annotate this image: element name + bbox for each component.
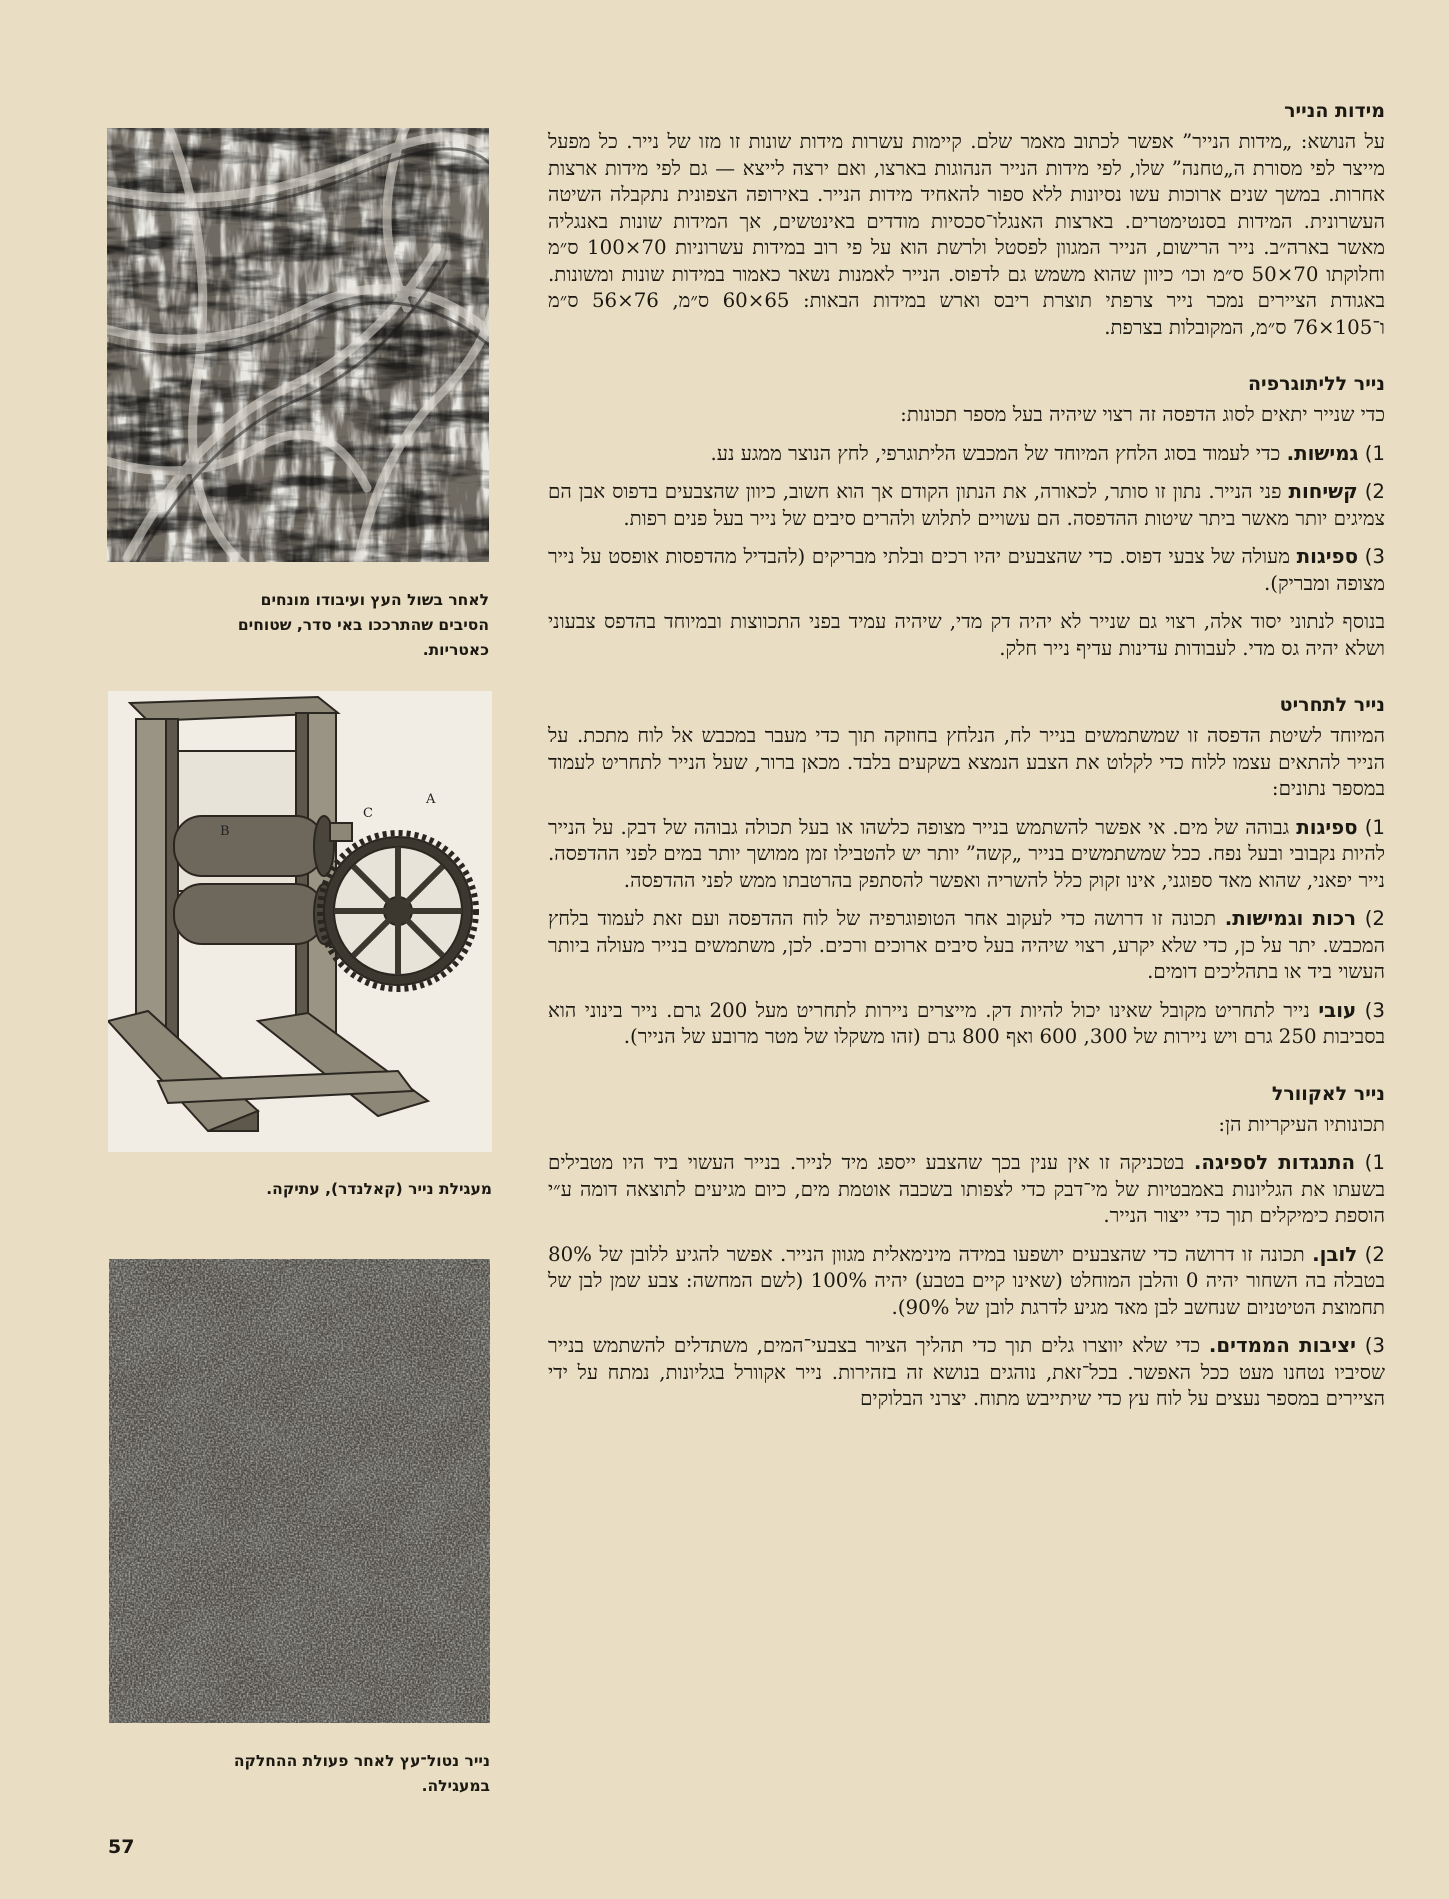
item-term: לובן. (1312, 1242, 1358, 1266)
section-outro: בנוסף לנתוני יסוד אלה, רצוי גם שנייר לא יהיה דק מדי, שיהיה עמיד בפני התכווצות ובמיוחד בהדפס צבעוני ושלא יהיה גס מדי. לעבודות עדינות עדיף נייר חלק. (548, 610, 1385, 660)
section-title: מידות הנייר (1284, 100, 1385, 122)
paper-surface-image (109, 1259, 490, 1723)
item-text: פני הנייר. נתון זו סותר, לכאורה, את הנתון הקודם אך הוא חשוב, כיוון שהצבעים בדפוס אבן הם צמיגים יותר מאשר ביתר שיטות ההדפסה. הם עשויים לתלוש ולהרים סיבים של נייר בעל פנים רפות. (548, 480, 1385, 530)
list-item (548, 1333, 1385, 1413)
item-number: 1) (1364, 441, 1385, 465)
list-item (548, 544, 1385, 597)
caption-line: לאחר בשול העץ ועיבודו מונחים (260, 591, 489, 609)
caption-line: מעגילת נייר (קאלנדר), עתיקה. (266, 1180, 492, 1198)
item-text: כדי לעמוד בסוג הלחץ המיוחד של המכבש הליתוגרפי, לחץ הנוצר ממגע נע. (710, 441, 1281, 465)
item-number: 2) (1364, 907, 1386, 930)
list-item (548, 998, 1385, 1051)
figure-label-c: C (363, 806, 373, 821)
caption-line: כאטריות. (422, 641, 489, 659)
list-item (548, 815, 1385, 895)
section-paragraph: על הנושא: „מידות הנייר” אפשר לכתוב מאמר שלם. קיימות עשרות מידות שונות זו מזו של נייר. כל מפעל מייצר לפי מסורת ה„טחנה” שלו, לפי מידות הנייר הנהוגות בארצו, ואם ירצה לייצא — גם לפי מידות ארצות אחרות. במשך שנים ארוכות עשו נסיונות ללא ספור להאחיד מידות הנייר. באירופה הצפונית נתקבלה השיטה העשרונית. המידות בסנטימטרים. בארצות האנגלו־סכסיות מודדים באינטשים, אך המידות שונות באנגליה מאשר בארה״ב. נייר הרישום, הנייר המגוון לפסטל ולרשת הוא על פי רוב במידות עשרוניות 70×100 ס״מ וחלוקתו 70×50 ס״מ וכו׳ כיוון שהוא משמש גם לדפוס. הנייר לאמנות נשאר כאמור במידות שונות ומשונות. באגודת הציירים נמכר נייר צרפתי תוצרת ריבס וארש במידות הבאות: 65×60 ס״מ, 76×56 ס״מ ו־105×76 ס״מ, המקובלות בצרפת. (548, 130, 1386, 339)
item-term: ספיגות (1296, 815, 1358, 839)
item-text: נייר לתחריט מקובל שאינו יכול להיות דק. מייצרים ניירות לתחריט מעל 200 גרם. נייר בינוני הוא בסביבות 250 גרם ויש ניירות של 300, 600 ואף 800 גרם (זהו משקלו של מטר מרובע של הנייר). (548, 998, 1385, 1048)
section-title: נייר לליתוגרפיה (1247, 373, 1385, 395)
item-text: גבוהה של מים. אי אפשר להשתמש בנייר מצופה כלשהו או בעל תכולה גבוהה של דבק. על הנייר להיות נקבובי ובעל נפח. ככל שמשתמשים בנייר „קשה” יותר יש להטבילו זמן ממושך יותר במים לפני ההדפסה. נייר יפאני, שהוא מאד ספוגני, אינו זקוק כלל להשריה ואפשר להסתפק בהרטבתו ממש לפני ההדפסה. (548, 815, 1385, 892)
section-intro: תכונותיו העיקריות הן: (1218, 1112, 1385, 1136)
item-number: 3) (1364, 545, 1385, 568)
list-item (548, 1150, 1385, 1230)
item-term: גמישות. (1286, 441, 1359, 465)
item-term: יציבות הממדים. (1208, 1334, 1356, 1357)
section-etching-paper (548, 692, 1385, 1051)
section-title: נייר לתחריט (1279, 694, 1385, 716)
item-text: מעולה של צבעי דפוס. כדי שהצבעים יהיו רכים ובלתי מבריקים (להבדיל מהדפסות אופסט על נייר מצופה ומבריק). (548, 545, 1385, 595)
item-number: 1) (1364, 815, 1385, 839)
item-term: התנגדות לספיגה. (1193, 1151, 1356, 1174)
list-item (548, 1242, 1385, 1322)
list-item (548, 441, 1385, 468)
section-title: נייר לאקוורל (1271, 1082, 1385, 1105)
item-term: רכות וגמישות. (1224, 907, 1357, 930)
item-text: בטכניקה זו אין ענין בכך שהצבע ייספג מיד לנייר. בנייר העשוי ביד היו מטבילים בשעתו את הגליונות באמבטיות של מי־דבק כדי לצפותו בשכבה אוטמת מים, כיום מגיעים לתוצאה דומה ע״י הוספת כימיקלים תוך כדי ייצור הנייר. (548, 1151, 1385, 1227)
section-watercolor-paper (548, 1081, 1385, 1413)
figure-label-a: A (426, 792, 436, 807)
item-number: 1) (1364, 1151, 1385, 1174)
caption-line: הסיבים שהתרככו באי סדר, שטוחים (237, 616, 489, 634)
item-term: ספיגות (1296, 545, 1359, 568)
figure-label-b: B (220, 824, 230, 839)
item-text: כדי שלא יווצרו גלים תוך כדי תהליך הציור בצבעי־המים, משתדלים להשתמש בנייר שסיביו נטחנו מעט ככל האפשר. בכל־זאת, נוהגים בנושא זה בזהירות. נייר אקוורל בגליונות, נמתח על ידי הציירים במספר נעצים על לוח עץ כדי שיתייבש מתוח. יצרני הבלוקים (548, 1334, 1385, 1410)
section-paper-sizes (548, 98, 1385, 341)
fiber-image-caption (107, 588, 489, 663)
surface-image-caption (109, 1749, 490, 1799)
section-intro: המיוחד לשיטת הדפסה זו שמשתמשים בנייר לח, הנלחץ בחוזקה תוך כדי מעבר במכבש אל לוח מתכת. על הנייר להתאים עצמו ללוח כדי לקלוט את הצבע הנמצא בשקעים בלבד. מכאן ברור, שעל הנייר לתחריט לעמוד במספר נתונים: (548, 724, 1385, 800)
item-text: תכונה זו דרושה כדי שהצבעים יושפעו במידה מינימאלית מגוון הנייר. אפשר להגיע ללובן של 80% בטבלה בה השחור יהיה 0 והלבן המוחלט (שאינו קיים בטבע) יהיה 100% (לשם המחשה: צבע שמן לבן של תחמוצת הטיטניום שנחשב לבן מאד מגיע לדרגת לובן של 90%). (548, 1242, 1385, 1319)
page-number: 57 (108, 1836, 135, 1858)
item-number: 2) (1364, 480, 1386, 503)
item-number: 2) (1364, 1242, 1385, 1266)
list-item (548, 906, 1385, 986)
fiber-micrograph-image (107, 128, 489, 562)
article-text-column (548, 98, 1385, 1443)
calender-image-caption (108, 1177, 492, 1202)
section-lithography-paper (548, 371, 1385, 662)
section-intro: כדי שנייר יתאים לסוג הדפסה זה רצוי שיהיה בעל מספר תכונות: (900, 403, 1385, 426)
item-number: 3) (1364, 1334, 1385, 1357)
item-text: תכונה זו דרושה כדי לעקוב אחר הטופוגרפיה של לוח ההדפסה ועם זאת לעמוד בלחץ המכבש. יתר על כן, כדי שלא יקרע, רצוי שיהיה בעל סיבים ארוכים ורכים. לכן, משתמשים בנייר מעולה ביותר העשוי ביד או בתהליכים דומים. (548, 907, 1385, 983)
item-term: עובי (1318, 998, 1357, 1022)
caption-line: נייר נטול־עץ לאחר פעולת ההחלקה (233, 1752, 490, 1770)
item-term: קשיחות (1288, 480, 1358, 503)
caption-line: במעגילה. (421, 1777, 490, 1795)
item-number: 3) (1364, 998, 1385, 1022)
calender-engraving-image (108, 691, 492, 1152)
list-item (548, 479, 1385, 532)
